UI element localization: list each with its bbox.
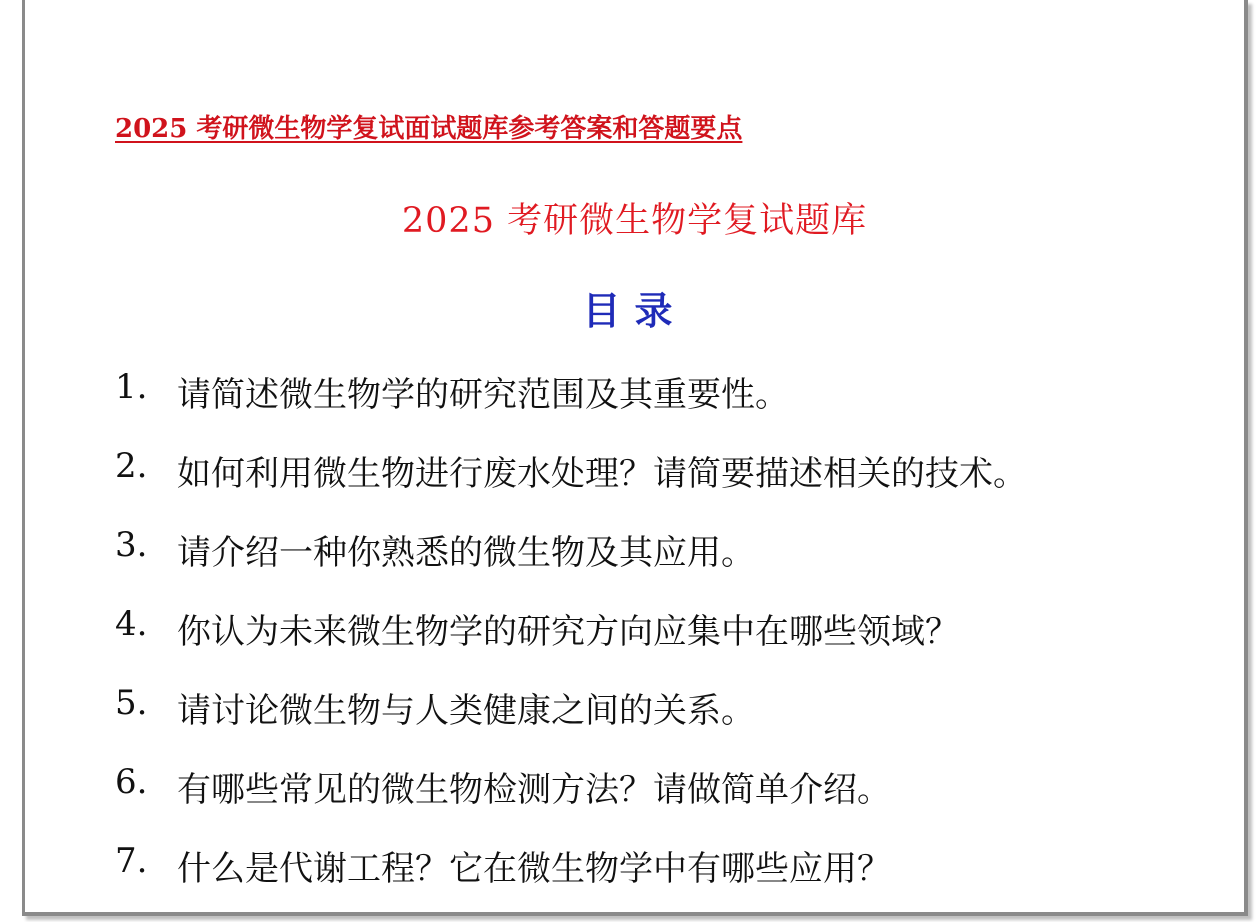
toc-item[interactable] xyxy=(115,683,1027,762)
toc-item[interactable] xyxy=(115,762,1027,841)
toc-item-text: 你认为未来微生物学的研究方向应集中在哪些领域？ xyxy=(177,612,959,652)
document-page xyxy=(22,0,1248,916)
toc-item[interactable] xyxy=(115,604,1027,683)
toc-item[interactable] xyxy=(115,525,1027,604)
toc-item-text: 请讨论微生物与人类健康之间的关系。 xyxy=(177,691,755,731)
page-title: 2025 考研微生物学复试题库 xyxy=(401,201,868,241)
toc-item-number: 6. xyxy=(115,762,148,802)
toc-item[interactable] xyxy=(115,446,1027,525)
toc-item-number: 4. xyxy=(115,604,148,644)
toc-item-text: 什么是代谢工程？它在微生物学中有哪些应用？ xyxy=(177,849,891,889)
toc-item-text: 如何利用微生物进行废水处理？请简要描述相关的技术。 xyxy=(177,454,1027,494)
toc-item-number: 2. xyxy=(115,446,148,486)
reference-answer-link[interactable]: 2025 考研微生物学复试面试题库参考答案和答题要点 xyxy=(115,114,743,144)
toc-item-number: 3. xyxy=(115,525,148,565)
toc-item-text: 请介绍一种你熟悉的微生物及其应用。 xyxy=(177,533,755,573)
toc-item-text: 请简述微生物学的研究范围及其重要性。 xyxy=(177,375,789,415)
toc-item-number: 7. xyxy=(115,841,148,881)
toc-item-text: 有哪些常见的微生物检测方法？请做简单介绍。 xyxy=(177,770,891,810)
toc-item-number: 5. xyxy=(115,683,148,723)
toc-item-number: 1. xyxy=(115,367,148,407)
toc-item[interactable] xyxy=(115,367,1027,446)
toc-item[interactable] xyxy=(115,841,1027,920)
toc-heading: 目录 xyxy=(582,288,687,333)
toc-list xyxy=(115,367,1027,920)
